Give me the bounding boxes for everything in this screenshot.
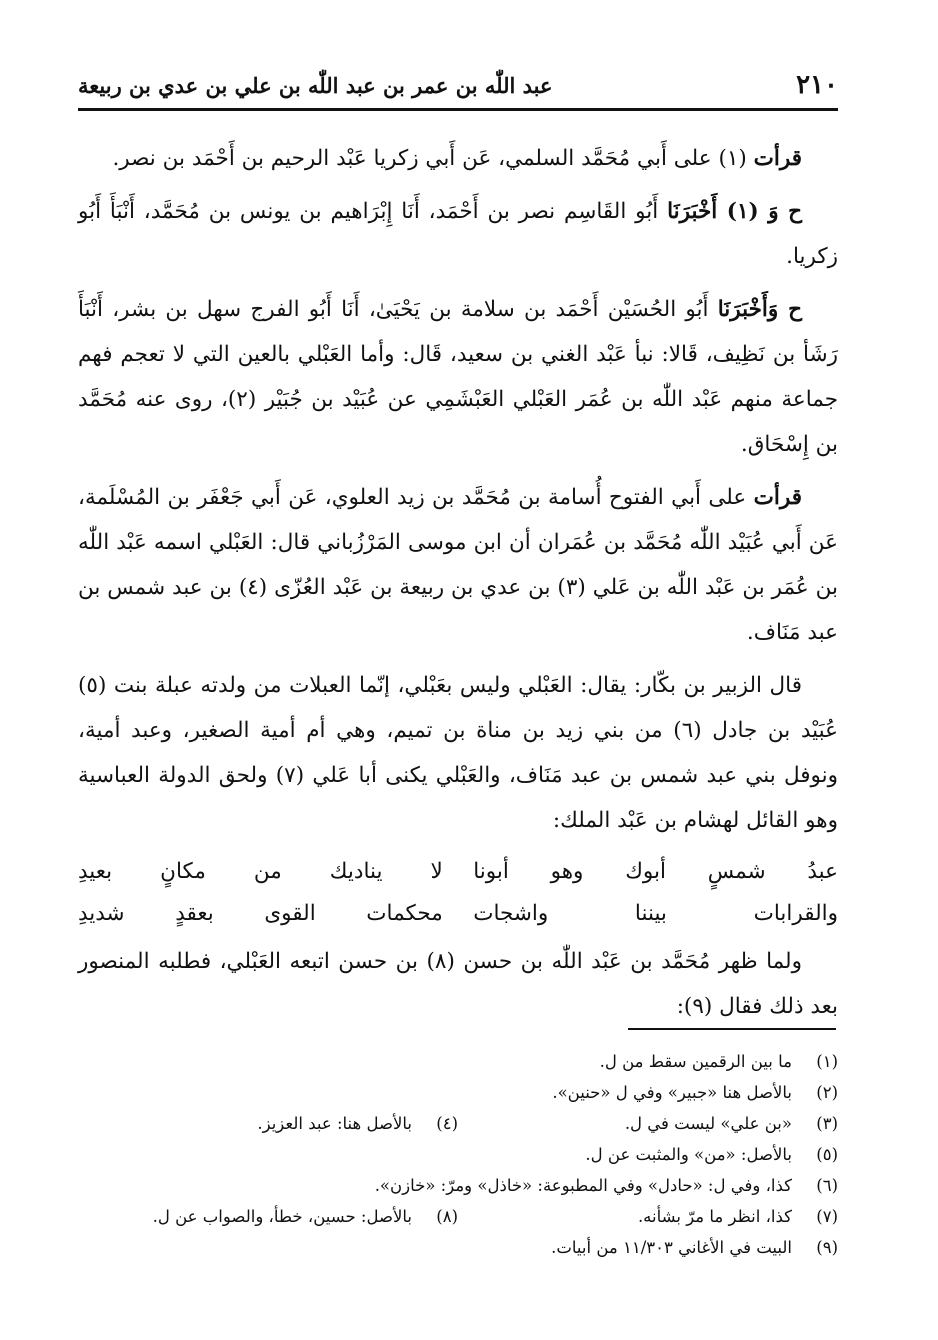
footnote-text: بالأصل هنا «جبير» وفي ل «حنين». — [552, 1083, 792, 1102]
footnote — [458, 1201, 838, 1232]
footnote-text: «بن علي» ليست في ل. — [624, 1114, 792, 1133]
verse-first-hemistich: والقرابات بيننا واشجات — [473, 901, 838, 926]
footnote-number: (٧) — [816, 1207, 838, 1226]
verse-first-hemistich: عبدُ شمسٍ أبوك وهو أبونا — [473, 859, 838, 884]
footnote-text: كذا، وفي ل: «حادل» وفي المطبوعة: «خاذل» ومرّ: «خازن». — [374, 1176, 792, 1195]
poem — [78, 851, 838, 935]
paragraph-text: (١) على أَبي مُحَمَّد السلمي، عَن أَبي زكريا عَبْد الرحيم بن أَحْمَد بن نصر. — [112, 146, 747, 171]
footnote-row — [78, 1139, 838, 1170]
footnote-row — [78, 1201, 838, 1232]
footnote-row — [78, 1108, 838, 1139]
header-rule — [78, 108, 838, 111]
paragraph — [78, 475, 838, 655]
paragraph — [78, 287, 838, 467]
footnote-row — [78, 1232, 838, 1263]
main-text — [78, 136, 838, 1037]
verse-second-hemistich: محكمات القوى بعقدٍ شديدِ — [78, 901, 443, 926]
footnote-text: كذا، انظر ما مرّ بشأنه. — [637, 1207, 792, 1226]
footnote-text: بالأصل: حسين، خطأ، والصواب عن ل. — [152, 1207, 412, 1226]
footnote-number: (٢) — [816, 1083, 838, 1102]
footnote — [458, 1108, 838, 1139]
paragraph-text: أَبُو القَاسِم نصر بن أَحْمَد، أَنَا إِبْرَاهيم بن يونس بن مُحَمَّد، أَنْبَأَ أَبُو زكريا. — [78, 199, 838, 269]
page-number: ٢١٠ — [796, 70, 838, 100]
footnote-row — [78, 1046, 838, 1077]
footnote — [78, 1139, 838, 1170]
poem-verse — [78, 893, 838, 935]
footnote-text: بالأصل هنا: عبد العزيز. — [257, 1114, 412, 1133]
footnote-number: (٥) — [816, 1145, 838, 1164]
page-header — [78, 66, 838, 104]
footnote-text: البيت في الأغاني ١١/٣٠٣ من أبيات. — [551, 1238, 792, 1257]
footnote-number: (١) — [816, 1052, 838, 1071]
running-title: عبد اللّٰه بن عمر بن عبد اللّٰه بن علي بن عدي بن ربيعة — [78, 72, 553, 98]
paragraph-text: على أَبي الفتوح أُسامة بن مُحَمَّد بن زيد العلوي، عَن أَبي جَعْفَر بن المُسْلَمة، عَن أَبي عُبَيْد اللّٰه مُحَمَّد بن عُمَران أن ابن موسى المَرْزُباني قال: العَبْلي اسمه عَبْد اللّٰه بن عُمَر بن عَبْد اللّٰه بن عَلي (٣) بن عدي بن ربيعة بن عَبْد العُزّى (٤) بن عبد شمس بن عبد مَنَاف. — [78, 485, 838, 645]
verse-second-hemistich: لا يناديك من مكانٍ بعيدِ — [78, 859, 443, 884]
footnote — [78, 1201, 458, 1232]
footnote — [78, 1046, 838, 1077]
poem-verse — [78, 851, 838, 893]
paragraph — [78, 663, 838, 843]
paragraph-lead: ح وَأَخْبَرَنَا — [717, 297, 802, 322]
footnote-number: (٣) — [816, 1114, 838, 1133]
footnote-number: (٦) — [816, 1176, 838, 1195]
footnote — [78, 1077, 838, 1108]
footnote-number: (٨) — [436, 1207, 458, 1226]
footnote-number: (٤) — [436, 1114, 458, 1133]
footnote-row — [78, 1170, 838, 1201]
paragraph — [78, 136, 838, 181]
footnote — [78, 1170, 838, 1201]
footnote-rule — [628, 1028, 836, 1030]
footnote-text: ما بين الرقمين سقط من ل. — [599, 1052, 792, 1071]
paragraph-text: قال الزبير بن بكّار: يقال: العَبْلي وليس بعَبْلي، إنّما العبلات من ولدته عبلة بنت (٥) عُبَيْد بن جادل (٦) من بني زيد بن مناة بن تميم، وهي أم أمية الصغير، وعبد أمية، ونوفل بني عبد شمس بن عبد مَنَاف، والعَبْلي يكنى أبا عَلي (٧) ولحق الدولة العباسية وهو القائل لهشام بن عَبْد الملك: — [78, 673, 838, 833]
closing-paragraph: ولما ظهر مُحَمَّد بن عَبْد اللّٰه بن حسن (٨) بن حسن اتبعه العَبْلي، فطلبه المنصور بعد ذلك فقال (٩): — [78, 949, 838, 1019]
footnote — [78, 1232, 838, 1263]
paragraph-lead: قرأت — [753, 485, 802, 510]
paragraph-lead: قرأت — [753, 146, 802, 171]
footnotes — [78, 1046, 838, 1263]
footnote-row — [78, 1077, 838, 1108]
paragraph-lead: ح وَ (١) أَخْبَرَنَا — [667, 199, 803, 224]
footnote-text: بالأصل: «من» والمثبت عن ل. — [585, 1145, 792, 1164]
paragraph — [78, 189, 838, 279]
paragraph-text: أَبُو الحُسَيْن أَحْمَد بن سلامة بن يَحْيَىٰ، أَنَا أَبُو الفرج سهل بن بشر، أَنْبَأَ رَشَأ بن نَظِيف، قَالا: نبأ عَبْد الغني بن سعيد، قَال: وأما العَبْلي بالعين التي لا تعجم فهم جماعة منهم عَبْد اللّٰه بن عُمَر العَبْلي العَبْشَمِي عن عُبَيْد بن جُبَيْر (٢)، روى عنه مُحَمَّد بن إِسْحَاق. — [78, 297, 838, 457]
footnote-number: (٩) — [816, 1238, 838, 1257]
footnote — [78, 1108, 458, 1139]
